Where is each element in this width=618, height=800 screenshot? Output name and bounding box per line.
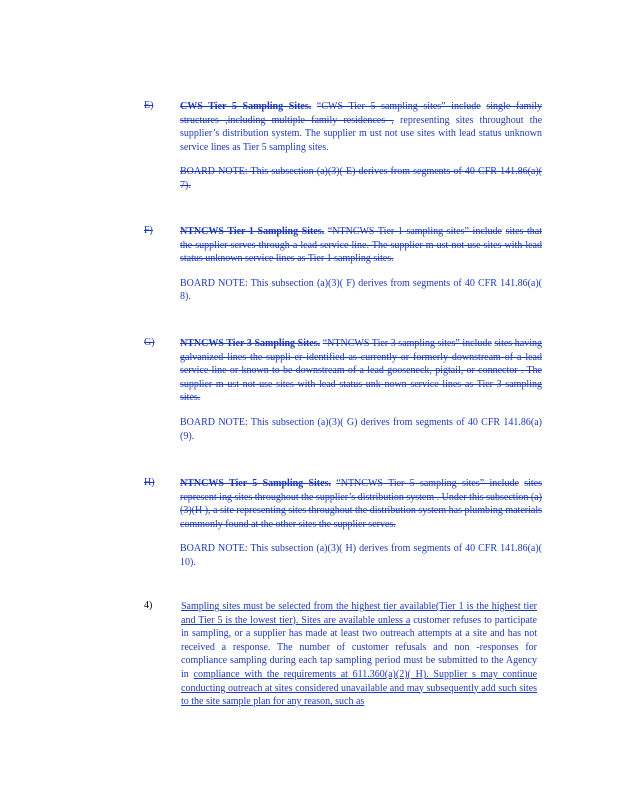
section-g	[144, 337, 542, 443]
section-label: H)	[144, 477, 155, 488]
section-struck-text: single family structures ,including multiple family residences ,	[180, 101, 543, 126]
section-f	[144, 225, 543, 304]
existing-text: customer refuses to participate in sampling, or a supplier has made at least two outreach attempts at a site and has not received a response. The number of customer refusals and non -responses for compliance sampling during each tap sampling period must be submitted to the Agency in	[181, 614, 537, 680]
section-heading: NTNCWS Tier 5 Sampling Sites.	[180, 478, 331, 489]
board-note: BOARD NOTE: This subsection (a)(3)( G) derives from segments of 40 CFR 141.86(a)(9).	[180, 416, 542, 442]
inserted-text: compliance with the requirements at 611.360(a)(2)( H). Supplier s may continue conducting outreach at sites considered unavailable and may subsequently add such sites to the site sample plan for any reason, such as	[181, 668, 538, 708]
item-number: 4)	[144, 600, 153, 611]
section-struck-text: sites that the supplier serves through a lead service line. The supplier m ust not use sites with lead status unknown service lines as Tier 1 sampling sites.	[180, 226, 543, 265]
section-struck-text: sites having galvanized lines the suppli er identified as currently or formerly downstream of a lead service line or known to be downstream of a lead gooseneck, pigtail, or connector . The supplier m ust not use sites with lead status unk nown service lines as Tier 3 sampling sites.	[180, 338, 542, 404]
section-heading: NTNCWS Tier 1 Sampling Sites.	[180, 226, 325, 237]
section-label: G)	[144, 337, 155, 348]
section-heading: NTNCWS Tier 3 Sampling Sites.	[180, 338, 321, 349]
section-plain-text: representing sites throughout the supplier’s distribution system. The supplier m ust not use sites with lead status unknown service lines as Tier 5 sampling sites.	[180, 114, 543, 153]
section-h	[144, 477, 542, 570]
board-note: BOARD NOTE: This subsection (a)(3)( H) derives from segments of 40 CFR 141.86(a)( 10).	[180, 543, 542, 568]
section-body	[180, 337, 542, 405]
board-note: BOARD NOTE: This subsection (a)(3)( F) derives from segments of 40 CFR 141.86(a)( 8).	[180, 277, 542, 303]
section-definition: “NTNCWS Tier 1 sampling sites” include	[327, 226, 502, 237]
section-label: E)	[144, 100, 154, 111]
section-definition: “NTNCWS Tier 3 sampling sites” include	[322, 338, 492, 349]
section-definition: “NTNCWS Tier 5 sampling sites” include	[336, 478, 519, 489]
section-heading: CWS Tier 5 Sampling Sites.	[180, 101, 312, 112]
section-body	[180, 477, 542, 531]
section-definition: “CWS Tier 5 sampling sites” include	[316, 101, 481, 112]
section-struck-text: sites represent ing sites throughout the supplier’s distribution system . Under this subsection (a)(3)(H ), a site representing sites throughout the distribution system has plumbing materials commonly found at the other sites the supplier serves.	[180, 478, 542, 530]
item-body	[181, 600, 537, 709]
inserted-text: Sampling sites must be selected from the highest tier available(Tier 1 is the highest tier and Tier 5 is the lowest tier). Sites are available unless a	[181, 601, 537, 626]
section-e	[144, 100, 543, 193]
board-note: BOARD NOTE: This subsection (a)(3)( E) derives from segments of 40 CFR 141.86(a)( 7).	[180, 166, 542, 191]
section-body	[180, 225, 542, 266]
section-label: F)	[144, 225, 153, 236]
section-body	[180, 100, 542, 154]
